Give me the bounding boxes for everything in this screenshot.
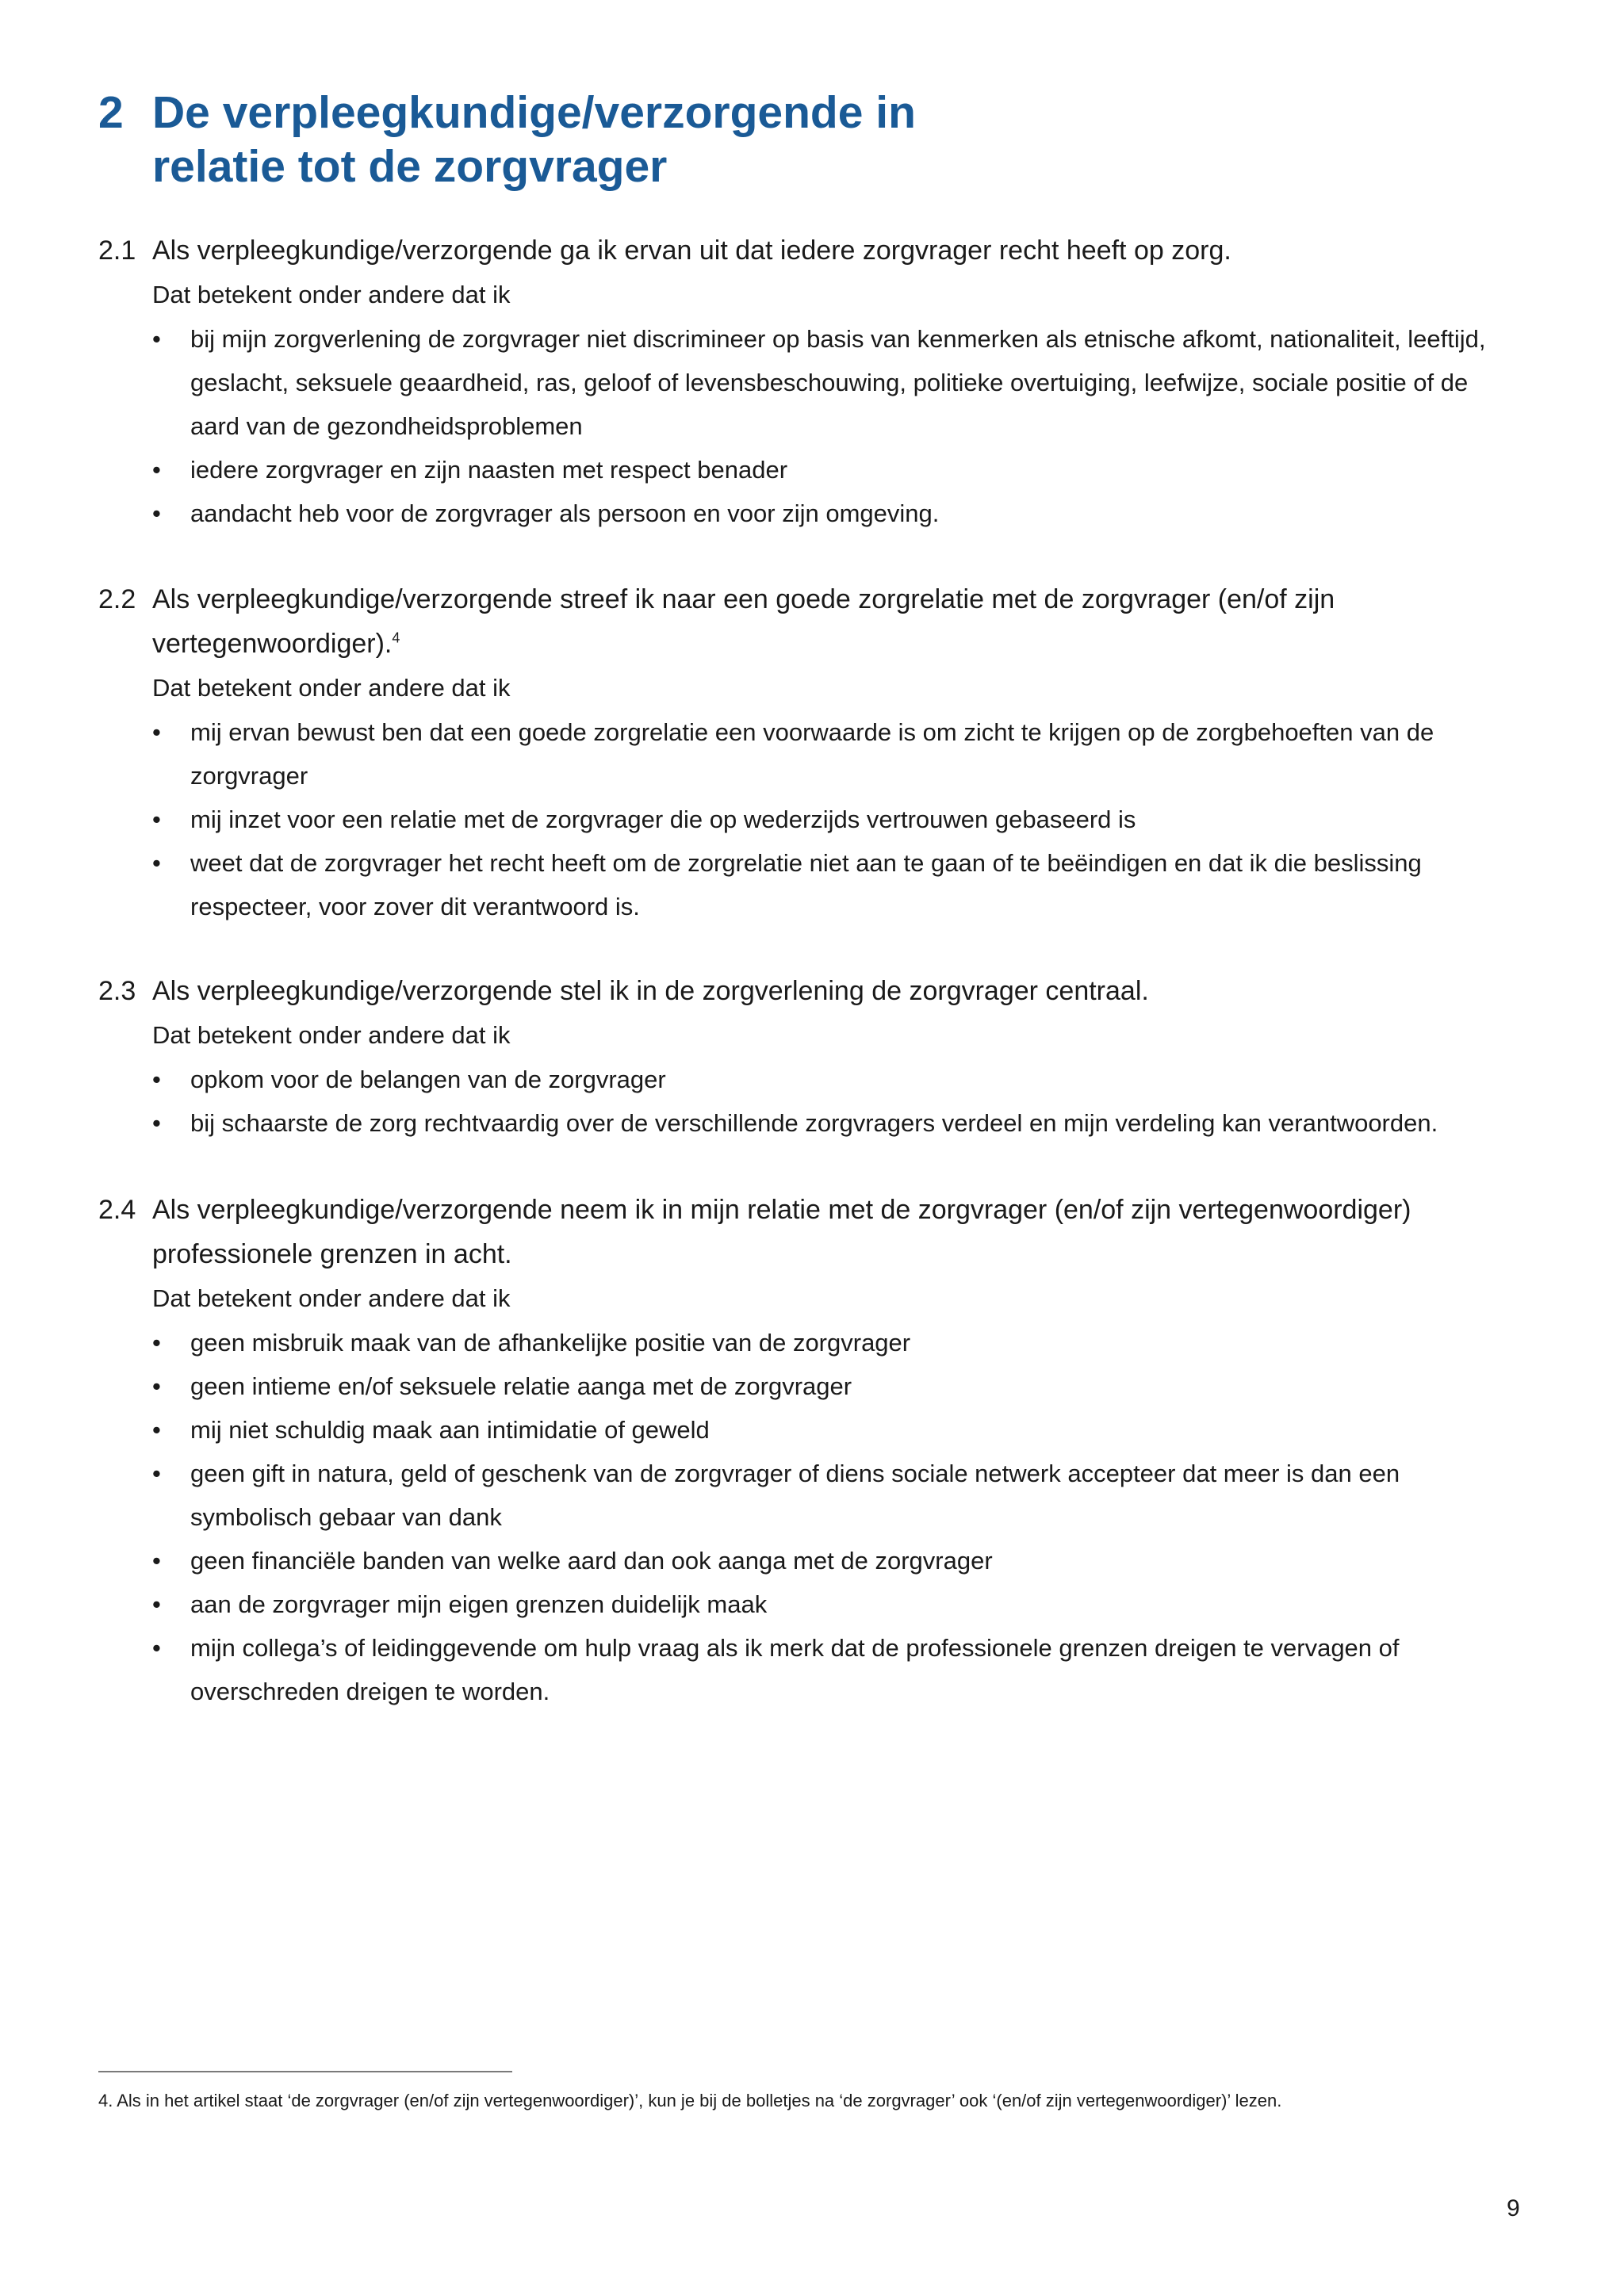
bullet-text: mij niet schuldig maak aan intimidatie of geweld <box>190 1416 710 1444</box>
bullet-text: mij inzet voor een relatie met de zorgvrager die op wederzijds vertrouwen gebaseerd is <box>190 806 1136 833</box>
article-heading <box>98 228 1494 273</box>
article-2-1 <box>98 228 1494 535</box>
bullet-icon: • <box>152 1372 161 1400</box>
article-number: 2.4 <box>98 1195 136 1225</box>
chapter-title-line-1: De verpleegkundige/verzorgende in <box>152 87 916 138</box>
article-intro: Dat betekent onder andere dat ik <box>152 1284 511 1312</box>
list-item <box>152 710 1494 798</box>
article-heading <box>98 577 1494 666</box>
bullet-text: geen intieme en/of seksuele relatie aanga met de zorgvrager <box>190 1372 852 1400</box>
bullet-text: weet dat de zorgvrager het recht heeft om de zorgrelatie niet aan te gaan of te beëindigen en dat ik die beslissing respecteer, voor zover dit verantwoord is. <box>190 849 1422 920</box>
bullet-text: geen misbruik maak van de afhankelijke positie van de zorgvrager <box>190 1329 911 1357</box>
bullet-icon: • <box>152 1547 161 1575</box>
chapter-title <box>152 86 916 193</box>
bullet-text: aan de zorgvrager mijn eigen grenzen duidelijk maak <box>190 1590 768 1618</box>
chapter-number: 2 <box>98 87 124 138</box>
footnote-reference: 4 <box>392 629 400 646</box>
bullet-icon: • <box>152 1109 161 1137</box>
bullet-icon: • <box>152 849 161 877</box>
bullet-text: opkom voor de belangen van de zorgvrager <box>190 1066 666 1093</box>
article-statement-text: Als verpleegkundige/verzorgende streef ik naar een goede zorgrelatie met de zorgvrager (en/of zijn vertegenwoordiger). <box>152 584 1335 659</box>
article-heading <box>98 969 1494 1013</box>
article-intro: Dat betekent onder andere dat ik <box>152 281 511 308</box>
bullet-text: bij schaarste de zorg rechtvaardig over de verschillende zorgvragers verdeel en mijn verdeling kan verantwoorden. <box>190 1109 1438 1137</box>
bullet-text: iedere zorgvrager en zijn naasten met respect benader <box>190 456 788 484</box>
bullet-icon: • <box>152 1066 161 1093</box>
bullet-icon: • <box>152 456 161 484</box>
bullet-icon: • <box>152 806 161 833</box>
article-intro: Dat betekent onder andere dat ik <box>152 1021 511 1049</box>
bullet-text: aandacht heb voor de zorgvrager als persoon en voor zijn omgeving. <box>190 499 940 527</box>
list-item <box>152 1452 1494 1539</box>
list-item <box>152 841 1494 928</box>
bullet-text: geen gift in natura, geld of geschenk van de zorgvrager of diens sociale netwerk accepteer dat meer is dan een symbolisch gebaar van dank <box>190 1460 1400 1531</box>
article-2-4 <box>98 1188 1494 1713</box>
list-item <box>152 317 1494 448</box>
bullet-icon: • <box>152 1416 161 1444</box>
article-statement: Als verpleegkundige/verzorgende neem ik in mijn relatie met de zorgvrager (en/of zijn vertegenwoordiger) professionele grenzen in acht. <box>152 1195 1411 1269</box>
article-number: 2.2 <box>98 584 136 614</box>
article-number: 2.3 <box>98 976 136 1006</box>
article-2-3 <box>98 969 1494 1145</box>
article-statement: Als verpleegkundige/verzorgende ga ik ervan uit dat iedere zorgvrager recht heeft op zorg. <box>152 235 1231 266</box>
page-number: 9 <box>1507 2195 1520 2221</box>
list-item <box>152 798 1494 841</box>
list-item <box>152 448 1494 492</box>
bullet-text: bij mijn zorgverlening de zorgvrager niet discrimineer op basis van kenmerken als etnische afkomt, nationaliteit, leeftijd, geslacht, seksuele geaardheid, ras, geloof of levensbeschouwing, politieke overtuiging, leefwijze, sociale positie of de aard van de gezondheidsproblemen <box>190 325 1486 440</box>
bullet-list <box>152 317 1494 535</box>
list-item <box>152 1321 1494 1364</box>
list-item <box>152 1626 1494 1713</box>
footnote: 4. Als in het artikel staat ‘de zorgvrager (en/of zijn vertegenwoordiger)’, kun je bij de bolletjes na ‘de zorgvrager’ ook ‘(en/of zijn vertegenwoordiger)’ lezen. <box>98 2091 1282 2110</box>
chapter-heading <box>98 86 916 193</box>
list-item <box>152 1408 1494 1452</box>
chapter-title-line-2: relatie tot de zorgvrager <box>152 141 668 192</box>
footnote-divider <box>98 2071 512 2072</box>
bullet-icon: • <box>152 1590 161 1618</box>
list-item <box>152 492 1494 535</box>
list-item <box>152 1058 1494 1101</box>
bullet-list <box>152 1321 1494 1713</box>
article-heading <box>98 1188 1494 1276</box>
bullet-icon: • <box>152 1634 161 1662</box>
bullet-icon: • <box>152 325 161 353</box>
list-item <box>152 1539 1494 1582</box>
bullet-icon: • <box>152 1460 161 1487</box>
list-item <box>152 1582 1494 1626</box>
bullet-icon: • <box>152 718 161 746</box>
bullet-icon: • <box>152 1329 161 1357</box>
article-statement <box>152 577 1494 666</box>
bullet-text: mijn collega’s of leidinggevende om hulp vraag als ik merk dat de professionele grenzen dreigen te vervagen of overschreden dreigen te worden. <box>190 1634 1400 1705</box>
article-2-2 <box>98 577 1494 928</box>
article-intro: Dat betekent onder andere dat ik <box>152 674 511 702</box>
bullet-icon: • <box>152 499 161 527</box>
bullet-text: mij ervan bewust ben dat een goede zorgrelatie een voorwaarde is om zicht te krijgen op de zorgbehoeften van de zorgvrager <box>190 718 1434 790</box>
bullet-text: geen financiële banden van welke aard dan ook aanga met de zorgvrager <box>190 1547 993 1575</box>
list-item <box>152 1364 1494 1408</box>
article-number: 2.1 <box>98 235 136 266</box>
list-item <box>152 1101 1494 1145</box>
bullet-list <box>152 1058 1494 1145</box>
bullet-list <box>152 710 1494 928</box>
article-statement: Als verpleegkundige/verzorgende stel ik in de zorgverlening de zorgvrager centraal. <box>152 976 1149 1006</box>
